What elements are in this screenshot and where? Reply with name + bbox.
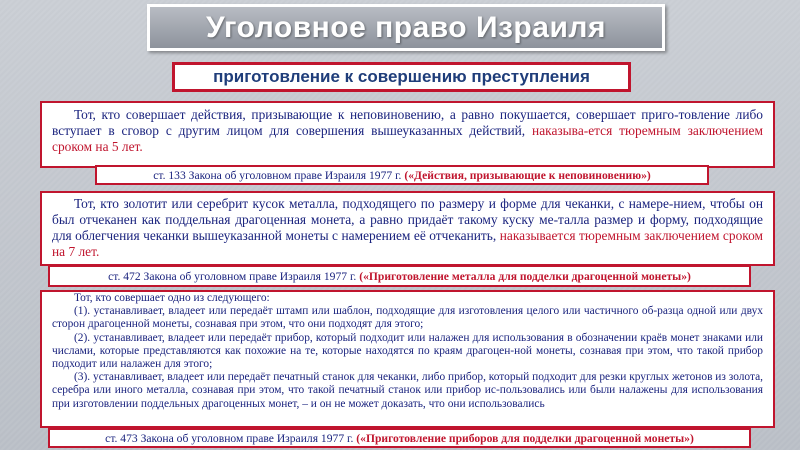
article-473-ref-title: («Приготовление приборов для подделки драгоценной монеты») (356, 431, 694, 445)
article-133-ref-prefix: ст. 133 Закона об уголовном праве Израиля 1977 г. (153, 168, 402, 182)
article-133-text (52, 107, 763, 155)
article-473-panel (40, 290, 775, 428)
article-473-item-3: (3). устанавливает, владеет или передаёт печатный станок для чеканки, либо прибор, который подходит для резки круглых жетонов из золота, серебра или иного металла, сознавая при этом, что такой печатный станок или прибор ис-пользовались или были налажены для использования при изготовлении поддельных драгоценных монет, – и он не может доказать, что они использовались (52, 371, 763, 410)
article-472-punishment: наказывается тюремным заключением сроком на 7 лет. (52, 228, 763, 259)
slide-title-text: Уголовное право Израиля (206, 10, 606, 44)
slide-subtitle-text: приготовление к совершению преступления (213, 67, 590, 86)
slide-subtitle (172, 62, 631, 92)
article-133-reference (95, 165, 709, 185)
article-473-item-2: (2). устанавливает, владеет или передаёт прибор, который подходит или налажен для использования в обозначении краёв монет знаками или числами, которые представляются как похожие на те, которые находятся по краям драгоцен-ной монеты, сознавая при этом, что такой прибор подходит или налажен для этого; (52, 331, 763, 371)
article-133-body: Тот, кто совершает действия, призывающие к неповиновению, а равно покушается, совершает приго-товление либо вступает в сговор с другим лицом для совершения вышеуказанных действий, (52, 107, 763, 138)
slide-title (147, 4, 665, 51)
article-473-intro: Тот, кто совершает одно из следующего: (74, 292, 270, 304)
article-472-body: Тот, кто золотит или серебрит кусок металла, подходящего по размеру и форме для чеканки, с намере-нием, чтобы он был отчеканен как поддельная драгоценная монета, а равно придаёт такому куску ме-талла размер и форму, подходящие для облегчения чеканки вышеуказанной монеты с намерением её отчеканить, (52, 196, 763, 243)
article-472-reference (48, 265, 751, 287)
article-472-panel (40, 191, 775, 266)
article-133-punishment: наказыва-ется тюремным заключением сроком на 5 лет. (52, 123, 763, 154)
article-473-item-1: (1). устанавливает, владеет или передаёт штамп или шаблон, подходящие для изготовления целого или частичного об-разца одной или двух сторон драгоценной монеты, сознавая при этом, что они подходят для этого; (52, 305, 763, 331)
article-472-ref-title: («Приготовление металла для подделки драгоценной монеты») (359, 269, 691, 283)
article-472-ref-prefix: ст. 472 Закона об уголовном праве Израиля 1977 г. (108, 269, 357, 283)
article-472-text (52, 196, 763, 260)
article-473-reference (48, 428, 751, 448)
article-473-ref-prefix: ст. 473 Закона об уголовном праве Израиля 1977 г. (105, 431, 354, 445)
article-133-ref-title: («Действия, призывающие к неповиновению») (404, 168, 651, 182)
article-133-panel (40, 101, 775, 168)
